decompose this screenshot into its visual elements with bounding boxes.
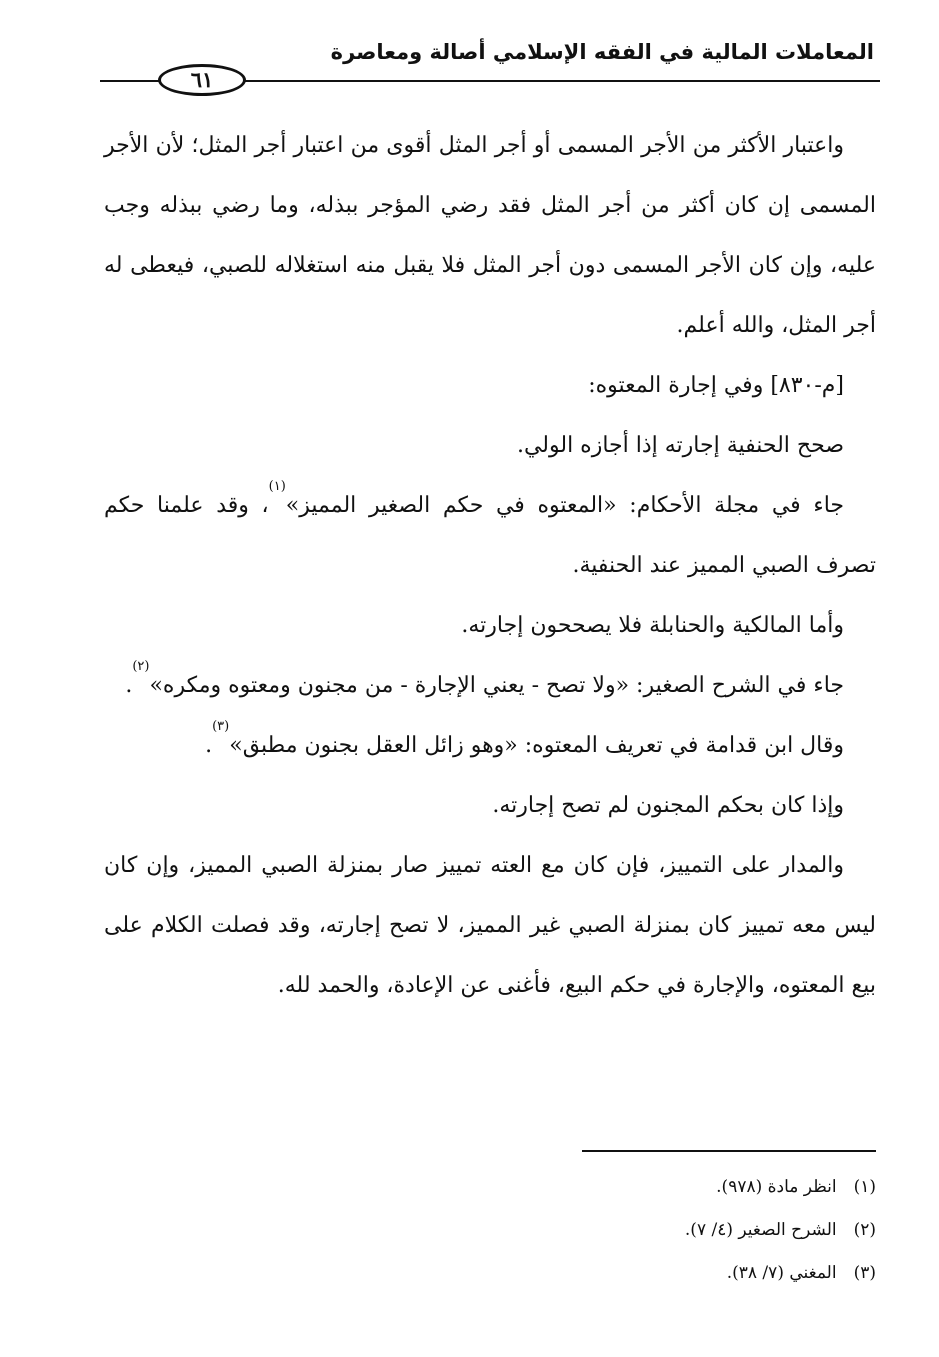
body-text <box>104 116 876 1016</box>
paragraph-6-text: جاء في الشرح الصغير: «ولا تصح - يعني الإجارة - من مجنون ومعتوه ومكره» <box>149 673 844 698</box>
paragraph-6-text-end: . <box>125 673 133 698</box>
paragraph-9: والمدار على التمييز، فإن كان مع العته تمييز صار بمنزلة الصبي المميز، وإن كان ليس معه تمييز كان بمنزلة الصبي غير المميز، لا تصح إجارته، وقد فصلت الكلام على بيع المعتوه، والإجارة في حكم البيع، فأغنى عن الإعادة، والحمد لله. <box>104 853 876 998</box>
footnotes <box>500 1166 876 1295</box>
footnote-separator <box>582 1150 876 1152</box>
paragraph-6 <box>104 656 876 716</box>
running-title: المعاملات المالية في الفقه الإسلامي أصالة ومعاصرة <box>330 40 874 64</box>
paragraph-3: صحح الحنفية إجارته إذا أجازه الولي. <box>516 433 844 458</box>
footnote-1 <box>500 1166 876 1209</box>
footnote-3 <box>500 1252 876 1295</box>
paragraph-4-text-end: ، وقد علمنا حكم تصرف الصبي المميز عند الحنفية. <box>104 493 876 578</box>
footnote-number: (٣) <box>853 1263 876 1283</box>
footnote-ref-2: (٢) <box>132 659 150 674</box>
paragraph-8: وإذا كان بحكم المجنون لم تصح إجارته. <box>492 793 844 818</box>
paragraph-4-text: جاء في مجلة الأحكام: «المعتوه في حكم الصغير المميز» <box>285 493 844 518</box>
footnote-ref-1: (١) <box>268 479 286 494</box>
footnote-number: (٢) <box>853 1220 876 1240</box>
footnote-2 <box>500 1209 876 1252</box>
page-number: ٦١ <box>158 64 246 96</box>
paragraph-7-text: وقال ابن قدامة في تعريف المعتوه: «وهو زائل العقل بجنون مطبق» <box>229 733 844 758</box>
footnote-text: المغني (٧/ ٣٨). <box>726 1263 837 1283</box>
paragraph-7-text-end: . <box>205 733 213 758</box>
footnote-ref-3: (٣) <box>212 719 230 734</box>
paragraph-4 <box>104 476 876 596</box>
paragraph-5: وأما المالكية والحنابلة فلا يصححون إجارته. <box>461 613 844 638</box>
paragraph-7 <box>104 716 876 776</box>
paragraph-2: [م-٨٣٠] وفي إجارة المعتوه: <box>588 373 844 398</box>
footnote-text: انظر مادة (٩٧٨). <box>716 1177 837 1197</box>
footnote-number: (١) <box>853 1177 876 1197</box>
paragraph-1: واعتبار الأكثر من الأجر المسمى أو أجر المثل أقوى من اعتبار أجر المثل؛ لأن الأجر المسمى إن كان أكثر من أجر المثل فقد رضي المؤجر ببذله، وما رضي ببذله وجب عليه، وإن كان الأجر المسمى دون أجر المثل فلا يقبل منه استغلاله للصبي، فيعطى له أجر المثل، والله أعلم. <box>104 133 876 338</box>
page-header <box>100 30 880 100</box>
footnote-text: الشرح الصغير (٤/ ٧). <box>684 1220 837 1240</box>
